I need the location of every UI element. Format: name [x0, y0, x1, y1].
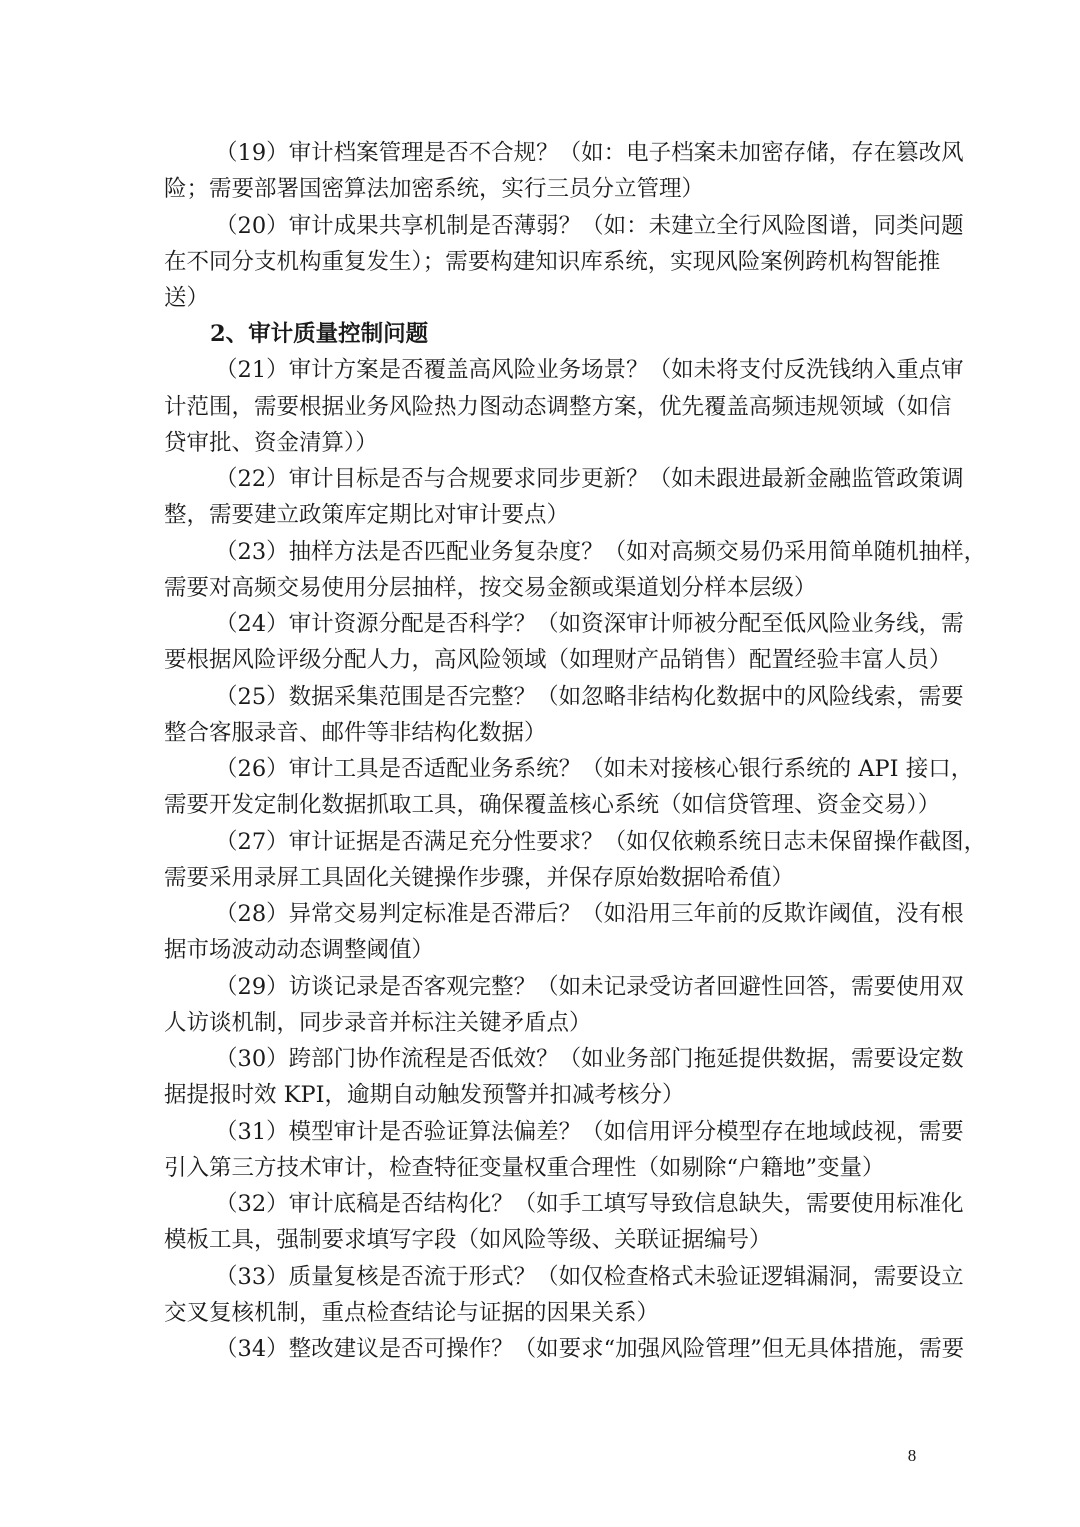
paragraph-line: 整，需要建立政策库定期比对审计要点）	[164, 502, 570, 528]
paragraph-line: 人访谈机制，同步录音并标注关键矛盾点）	[164, 1010, 592, 1036]
paragraph-line: （30）跨部门协作流程是否低效？（如业务部门拖延提供数据，需要设定数	[215, 1046, 964, 1072]
paragraph-line: 险；需要部署国密算法加密系统，实行三员分立管理）	[164, 176, 705, 202]
paragraph-line: 交叉复核机制，重点检查结论与证据的因果关系）	[164, 1300, 660, 1326]
section-heading: 2、审计质量控制问题	[210, 321, 429, 347]
paragraph-line: 引入第三方技术审计，检查特征变量权重合理性（如剔除“户籍地”变量）	[164, 1155, 885, 1181]
paragraph-line: （26）审计工具是否适配业务系统？（如未对接核心银行系统的 API 接口，	[215, 756, 974, 782]
paragraph-line: （22）审计目标是否与合规要求同步更新？（如未跟进最新金融监管政策调	[215, 466, 964, 492]
paragraph-line: 要根据风险评级分配人力，高风险领域（如理财产品销售）配置经验丰富人员）	[164, 647, 952, 673]
paragraph-line: （33）质量复核是否流于形式？（如仅检查格式未验证逻辑漏洞，需要设立	[215, 1264, 964, 1290]
paragraph-line: （23）抽样方法是否匹配业务复杂度？（如对高频交易仍采用简单随机抽样，	[215, 539, 987, 565]
paragraph-line: 据提报时效 KPI，逾期自动触发预警并扣减考核分）	[164, 1082, 685, 1108]
paragraph-line: （20）审计成果共享机制是否薄弱？（如：未建立全行风险图谱，同类问题	[215, 213, 964, 239]
paragraph-line: （31）模型审计是否验证算法偏差？（如信用评分模型存在地域歧视，需要	[215, 1119, 964, 1145]
paragraph-line: （27）审计证据是否满足充分性要求？（如仅依赖系统日志未保留操作截图，	[215, 829, 987, 855]
paragraph-line: 需要采用录屏工具固化关键操作步骤，并保存原始数据哈希值）	[164, 865, 795, 891]
paragraph-line: 整合客服录音、邮件等非结构化数据）	[164, 720, 547, 746]
paragraph-line: （24）审计资源分配是否科学？（如资深审计师被分配至低风险业务线，需	[215, 611, 964, 637]
paragraph-line: 计范围，需要根据业务风险热力图动态调整方案，优先覆盖高频违规领域（如信	[164, 394, 952, 420]
paragraph-line: （34）整改建议是否可操作？（如要求“加强风险管理”但无具体措施，需要	[215, 1336, 965, 1362]
paragraph-line: （29）访谈记录是否客观完整？（如未记录受访者回避性回答，需要使用双	[215, 974, 964, 1000]
paragraph-line: （19）审计档案管理是否不合规？（如：电子档案未加密存储，存在篡改风	[215, 140, 964, 166]
paragraph-line: （21）审计方案是否覆盖高风险业务场景？（如未将支付反洗钱纳入重点审	[215, 357, 964, 383]
paragraph-line: 据市场波动动态调整阈值）	[164, 937, 435, 963]
paragraph-line: 送）	[164, 285, 210, 311]
paragraph-line: （28）异常交易判定标准是否滞后？（如沿用三年前的反欺诈阈值，没有根	[215, 901, 964, 927]
paragraph-line: （32）审计底稿是否结构化？（如手工填写导致信息缺失，需要使用标准化	[215, 1191, 964, 1217]
page-number: 8	[907, 1446, 917, 1465]
paragraph-line: 需要开发定制化数据抓取工具，确保覆盖核心系统（如信贷管理、资金交易））	[164, 792, 941, 818]
paragraph-line: 贷审批、资金清算））	[164, 430, 378, 456]
paragraph-line: 在不同分支机构重复发生）；需要构建知识库系统，实现风险案例跨机构智能推	[164, 249, 941, 275]
paragraph-line: 模板工具，强制要求填写字段（如风险等级、关联证据编号）	[164, 1227, 772, 1253]
paragraph-line: （25）数据采集范围是否完整？（如忽略非结构化数据中的风险线索，需要	[215, 684, 964, 710]
paragraph-line: 需要对高频交易使用分层抽样，按交易金额或渠道划分样本层级）	[164, 575, 817, 601]
